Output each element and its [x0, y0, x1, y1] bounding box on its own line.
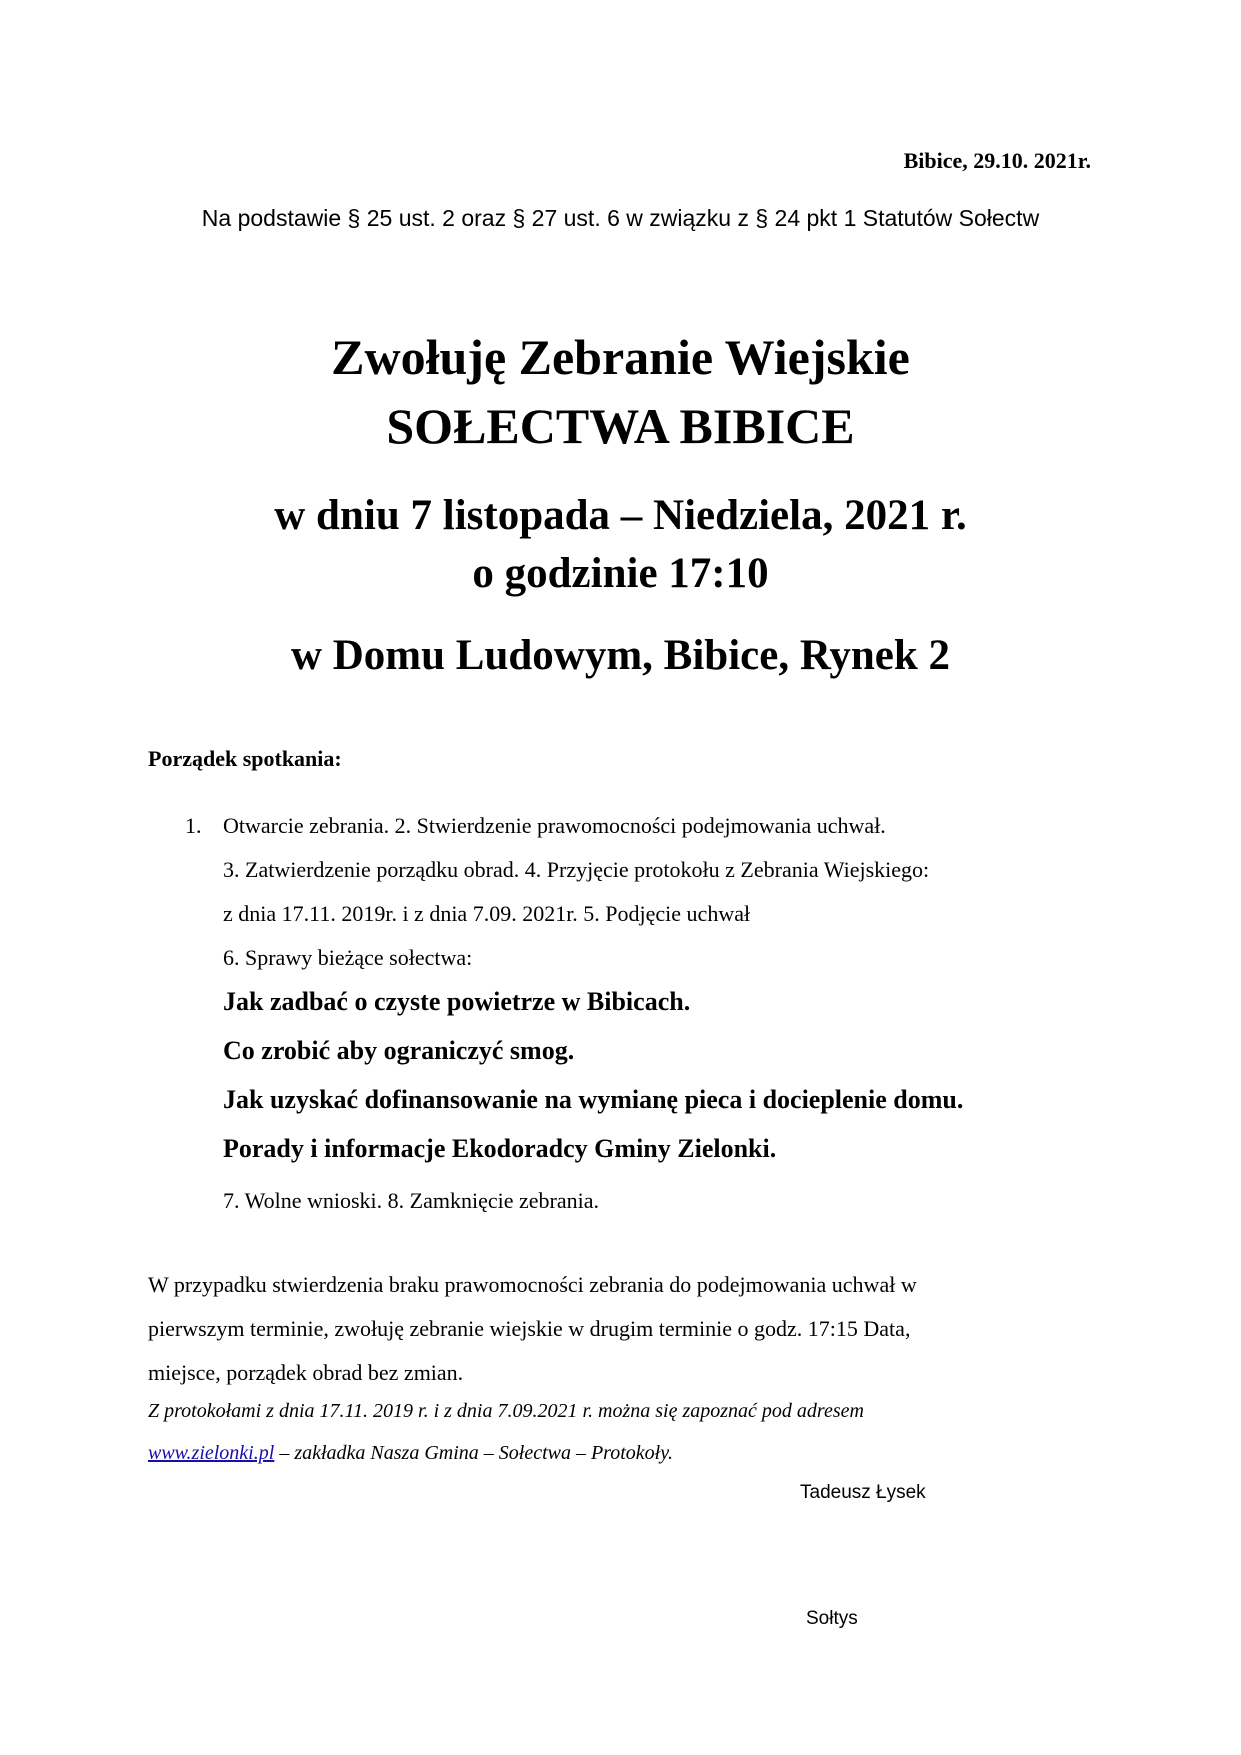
agenda-topic: Jak uzyskać dofinansowanie na wymianę pieca i docieplenie domu. — [223, 1085, 964, 1114]
title-line-1: Zwołuję Zebranie Wiejskie — [331, 329, 910, 385]
agenda-line: Otwarcie zebrania. 2. Stwierdzenie prawomocności podejmowania uchwał. — [223, 813, 886, 838]
signature-name: Tadeusz Łysek — [800, 1482, 926, 1503]
agenda-title: Porządek spotkania: — [148, 746, 342, 771]
note-line: pierwszym terminie, zwołuję zebranie wiejskie w drugim terminie o godz. 17:15 Data, — [148, 1316, 911, 1341]
protocols-note: Z protokołami z dnia 17.11. 2019 r. i z dnia 7.09.2021 r. można się zapoznać pod adresem — [148, 1400, 864, 1422]
meeting-time: o godzinie 17:10 — [472, 550, 769, 597]
zielonki-website-link[interactable]: www.zielonki.pl — [148, 1442, 275, 1464]
protocols-link-suffix: – zakładka Nasza Gmina – Sołectwa – Protokoły. — [274, 1442, 673, 1464]
agenda-closing-line: 7. Wolne wnioski. 8. Zamknięcie zebrania. — [223, 1188, 599, 1213]
agenda-list-number: 1. — [185, 813, 202, 838]
signature-role: Sołtys — [806, 1608, 858, 1629]
agenda-topic: Co zrobić aby ograniczyć smog. — [223, 1036, 575, 1065]
agenda-topic: Porady i informacje Ekodoradcy Gminy Zielonki. — [223, 1134, 777, 1163]
agenda-line: 6. Sprawy bieżące sołectwa: — [223, 945, 473, 970]
agenda-line: z dnia 17.11. 2019r. i z dnia 7.09. 2021r. 5. Podjęcie uchwał — [223, 901, 751, 926]
title-line-2: SOŁECTWA BIBICE — [386, 398, 855, 454]
note-line: W przypadku stwierdzenia braku prawomocności zebrania do podejmowania uchwał w — [148, 1272, 917, 1297]
legal-basis: Na podstawie § 25 ust. 2 oraz § 27 ust. 6 w związku z § 24 pkt 1 Statutów Sołectw — [201, 205, 1040, 231]
meeting-date: w dniu 7 listopada – Niedziela, 2021 r. — [274, 492, 967, 539]
agenda-line: 3. Zatwierdzenie porządku obrad. 4. Przyjęcie protokołu z Zebrania Wiejskiego: — [223, 857, 930, 882]
note-line: miejsce, porządek obrad bez zmian. — [148, 1360, 464, 1385]
protocols-link-line — [148, 1442, 673, 1465]
meeting-location: w Domu Ludowym, Bibice, Rynek 2 — [290, 632, 951, 679]
document-date: Bibice, 29.10. 2021r. — [903, 148, 1091, 173]
agenda-topic: Jak zadbać o czyste powietrze w Bibicach. — [223, 987, 691, 1016]
